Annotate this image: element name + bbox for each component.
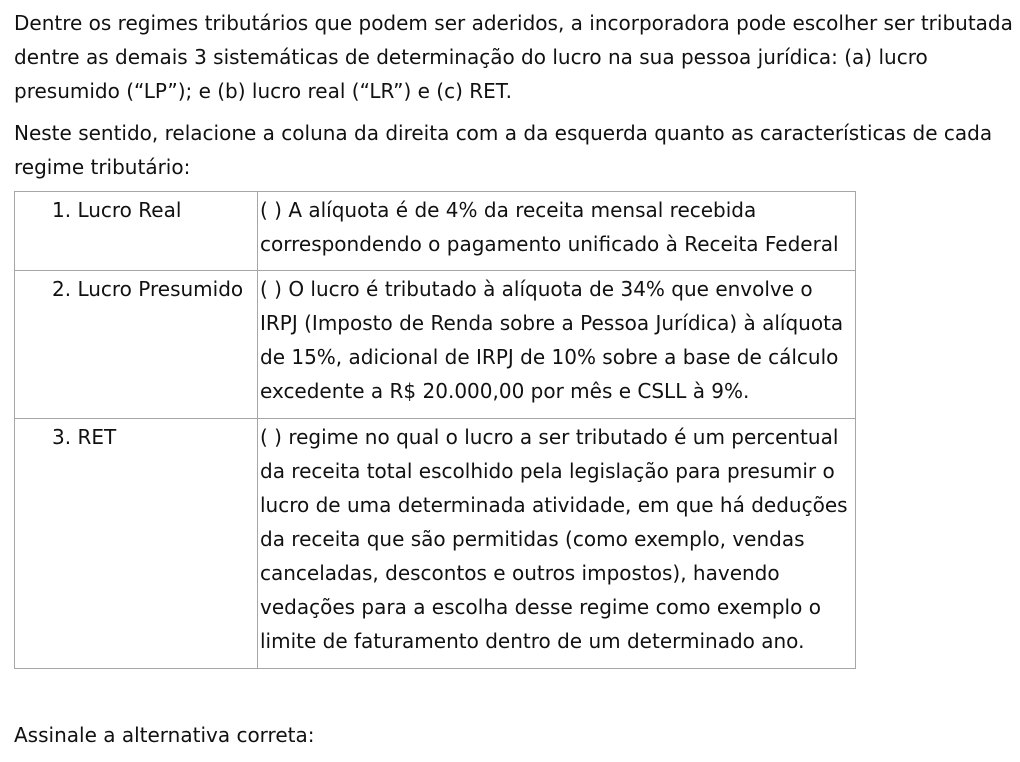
table-row [15, 192, 856, 271]
regime-description: ( ) O lucro é tributado à alíquota de 34% que envolve o IRPJ (Imposto de Renda sobre a Pessoa Jurídica) à alíquota de 15%, adicional de IRPJ de 10% sobre a base de cálculo excedente a R$ 20.000,00 por mês e CSLL à 9%. [258, 271, 856, 419]
regime-description: ( ) regime no qual o lucro a ser tributado é um percentual da receita total escolhido pela legislação para presumir o lucro de uma determinada atividade, em que há deduções da receita que são permitidas (como exemplo, vendas canceladas, descontos e outros impostos), havendo vedações para a escolha desse regime como exemplo o limite de faturamento dentro de um determinado ano. [258, 419, 856, 669]
regime-label: 2. Lucro Presumido [15, 271, 258, 419]
question-content [14, 6, 1017, 669]
intro-paragraph-2: Neste sentido, relacione a coluna da direita com a da esquerda quanto as características de cada regime tributário: [14, 121, 993, 179]
regime-description: ( ) A alíquota é de 4% da receita mensal recebida correspondendo o pagamento unificado à Receita Federal [258, 192, 856, 271]
regime-label: 3. RET [15, 419, 258, 669]
table-row [15, 419, 856, 669]
intro-paragraph-1: Dentre os regimes tributários que podem ser aderidos, a incorporadora pode escolher ser tributada dentre as demais 3 sistemáticas de determinação do lucro na sua pessoa jurídica: (a) lucro presumido (“LP”); e (b) lucro real (“LR”) e (c) RET. [14, 11, 1013, 103]
answer-prompt: Assinale a alternativa correta: [14, 723, 315, 747]
table-row [15, 271, 856, 419]
regime-label: 1. Lucro Real [15, 192, 258, 271]
matching-table [14, 191, 856, 669]
